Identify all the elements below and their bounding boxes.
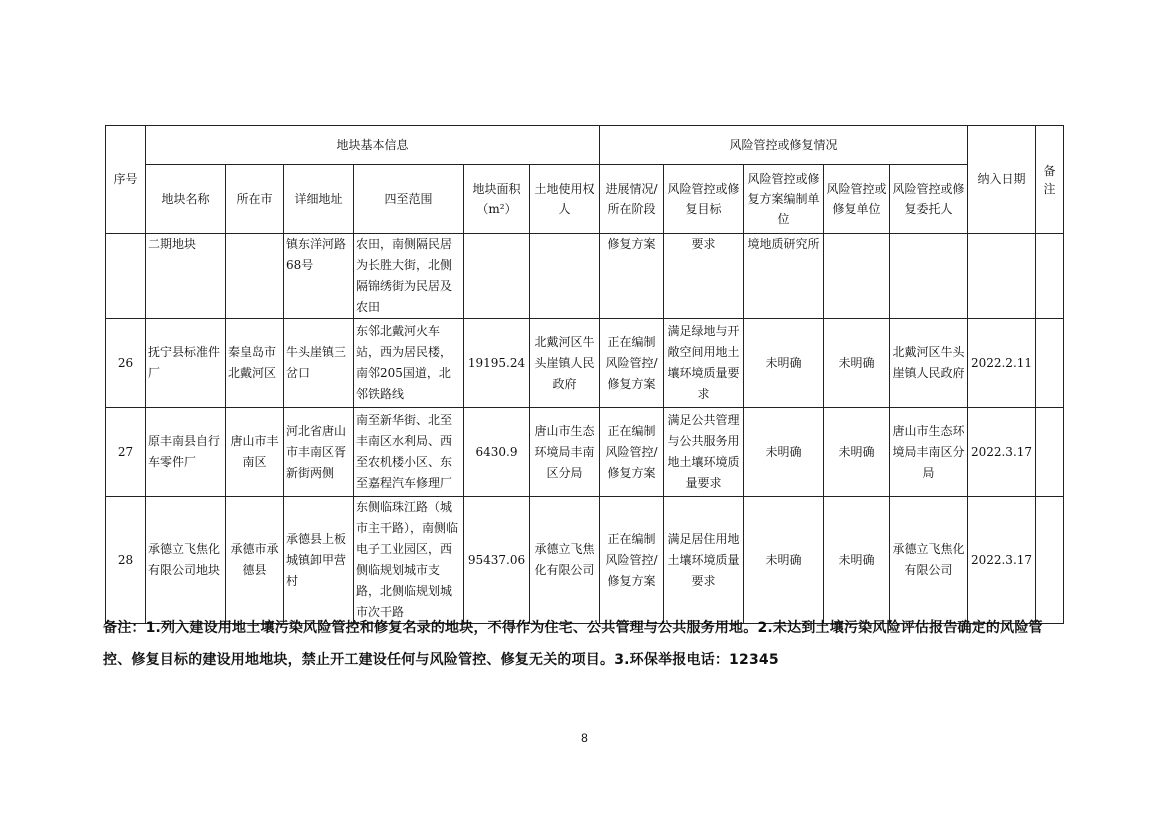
cell-seq [106,234,146,319]
cell-date: 2022.3.17 [968,497,1036,624]
cell-city: 承德市承德县 [226,497,284,624]
cell-repair-unit: 未明确 [824,408,890,497]
cell-target: 满足公共管理与公共服务用地土壤环境质量要求 [664,408,744,497]
cell-date: 2022.3.17 [968,408,1036,497]
cell-city: 秦皇岛市北戴河区 [226,319,284,408]
header-repair-unit: 风险管控或修复单位 [824,165,890,234]
cell-progress: 正在编制风险管控/修复方案 [600,497,664,624]
cell-repair-unit: 未明确 [824,319,890,408]
header-remark: 备注 [1036,126,1064,234]
cell-date: 2022.2.11 [968,319,1036,408]
cell-entrust: 承德立飞焦化有限公司 [890,497,968,624]
cell-repair-unit [824,234,890,319]
header-address: 详细地址 [284,165,354,234]
cell-progress: 正在编制风险管控/修复方案 [600,319,664,408]
header-row-groups [106,126,1064,165]
cell-plan-unit: 未明确 [744,408,824,497]
page-number: 8 [581,731,588,745]
cell-plan-unit: 未明确 [744,319,824,408]
cell-area [464,234,530,319]
cell-address: 牛头崖镇三岔口 [284,319,354,408]
header-bounds: 四至范围 [354,165,464,234]
cell-remark [1036,497,1064,624]
table-row [106,408,1064,497]
table-row [106,319,1064,408]
cell-progress: 修复方案 [600,234,664,319]
header-entrust: 风险管控或修复委托人 [890,165,968,234]
footnote-remark: 备注：1.列入建设用地土壤污染风险管控和修复名录的地块，不得作为住宅、公共管理与公共服务用地。2.未达到土壤污染风险评估报告确定的风险管控、修复目标的建设用地地块，禁止开工建设任何与风险管控、修复无关的项目。3.环保举报电话：12345 [103,620,1043,668]
header-name: 地块名称 [146,165,226,234]
cell-area: 19195.24 [464,319,530,408]
cell-seq: 28 [106,497,146,624]
cell-owner [530,234,600,319]
cell-address: 镇东洋河路68号 [284,234,354,319]
cell-date [968,234,1036,319]
cell-bounds: 南至新华街、北至丰南区水利局、西至农机楼小区、东至嘉程汽车修理厂 [354,408,464,497]
cell-target: 满足绿地与开敞空间用地土壤环境质量要求 [664,319,744,408]
table-row [106,234,1064,319]
cell-entrust: 唐山市生态环境局丰南区分局 [890,408,968,497]
cell-name: 承德立飞焦化有限公司地块 [146,497,226,624]
cell-address: 承德县上板城镇卸甲营村 [284,497,354,624]
header-seq: 序号 [106,126,146,234]
cell-owner: 承德立飞焦化有限公司 [530,497,600,624]
cell-bounds: 东邻北戴河火车站，西为居民楼，南邻205国道，北邻铁路线 [354,319,464,408]
cell-name: 原丰南县自行车零件厂 [146,408,226,497]
cell-seq: 26 [106,319,146,408]
header-date: 纳入日期 [968,126,1036,234]
cell-name: 抚宁县标准件厂 [146,319,226,408]
cell-entrust [890,234,968,319]
cell-seq: 27 [106,408,146,497]
cell-remark [1036,234,1064,319]
header-area: 地块面积（m²） [464,165,530,234]
header-progress: 进展情况/所在阶段 [600,165,664,234]
cell-city [226,234,284,319]
remediation-list-table [105,125,1064,624]
header-city: 所在市 [226,165,284,234]
cell-target: 要求 [664,234,744,319]
cell-remark [1036,408,1064,497]
cell-address: 河北省唐山市丰南区胥新街两侧 [284,408,354,497]
header-basic-info: 地块基本信息 [146,126,600,165]
cell-owner: 北戴河区牛头崖镇人民政府 [530,319,600,408]
cell-remark [1036,319,1064,408]
cell-name: 二期地块 [146,234,226,319]
header-owner: 土地使用权人 [530,165,600,234]
cell-owner: 唐山市生态环境局丰南区分局 [530,408,600,497]
header-row-columns [106,165,1064,234]
cell-target: 满足居住用地土壤环境质量要求 [664,497,744,624]
cell-repair-unit: 未明确 [824,497,890,624]
cell-area: 95437.06 [464,497,530,624]
header-risk-status: 风险管控或修复情况 [600,126,968,165]
cell-area: 6430.9 [464,408,530,497]
cell-bounds: 东侧临珠江路（城市主干路），南侧临电子工业园区，西侧临规划城市支路，北侧临规划城市次干路 [354,497,464,624]
cell-plan-unit: 境地质研究所 [744,234,824,319]
header-target: 风险管控或修复目标 [664,165,744,234]
header-plan-unit: 风险管控或修复方案编制单位 [744,165,824,234]
cell-city: 唐山市丰南区 [226,408,284,497]
cell-bounds: 农田，南侧隔民居为长胜大街，北侧隔锦绣街为民居及农田 [354,234,464,319]
cell-entrust: 北戴河区牛头崖镇人民政府 [890,319,968,408]
cell-plan-unit: 未明确 [744,497,824,624]
table-row [106,497,1064,624]
cell-progress: 正在编制风险管控/修复方案 [600,408,664,497]
